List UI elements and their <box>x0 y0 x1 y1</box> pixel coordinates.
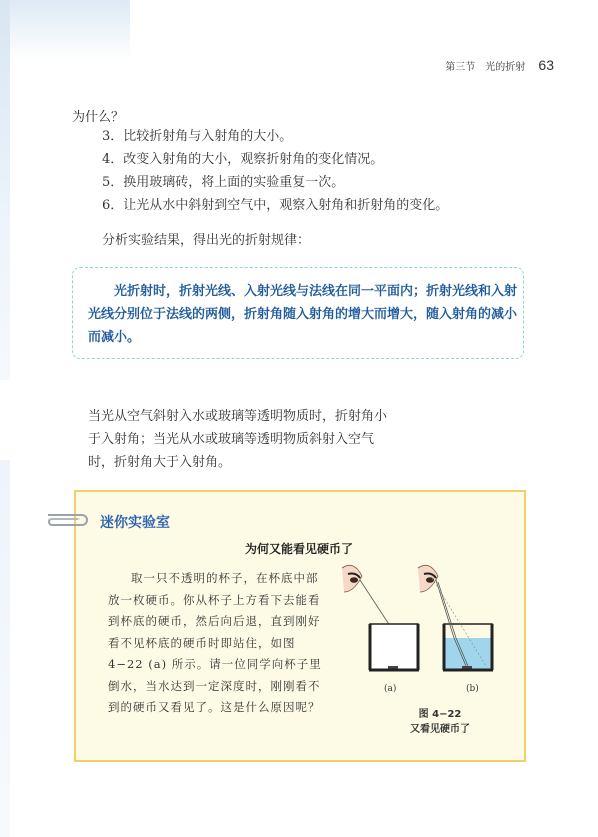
refraction-rule: 光折射时，折射光线、入射光线与法线在同一平面内；折射光线和入射光线分别位于法线的两侧，折射角随入射角的增大而增大，随入射角的减小而减小。 <box>88 284 518 345</box>
eye-icon-a <box>342 565 362 592</box>
eye-icon-b <box>418 565 438 592</box>
cup-a <box>369 624 419 670</box>
figure-label-b: (b) <box>466 684 479 694</box>
mini-lab-text: 取一只不透明的杯子，在杯底中部放一枚硬币。你从杯子上方看下去能看到杯底的硬币，然后向后退，直到刚好看不见杯底的硬币时即站住，如图 4−22 (a) 所示。请一位同学向杯子里倒水，当水达到一定深度时，刚刚看不到的硬币又看见了。这是什么原因呢？ <box>108 571 322 714</box>
page-edge-decoration-lower <box>0 460 10 837</box>
step-4: 4．改变入射角的大小，观察折射角的变化情况。 <box>102 152 384 167</box>
running-header <box>445 57 554 73</box>
page-corner-decoration <box>10 0 130 60</box>
step-5: 5．换用玻璃砖，将上面的实验重复一次。 <box>102 175 345 190</box>
figure-number: 图 4−22 <box>418 709 462 720</box>
body-paragraph: 当光从空气斜射入水或玻璃等透明物质时，折射角小于入射角；当光从水或玻璃等透明物质斜射入空气时，折射角大于入射角。 <box>88 409 388 470</box>
section-title: 第三节 光的折射 <box>445 62 526 73</box>
step-3: 3．比较折射角与入射角的大小。 <box>102 129 293 144</box>
figure-caption: 又看见硬币了 <box>410 724 470 735</box>
figure-label-a: (a) <box>384 684 397 694</box>
mini-lab-subtitle: 为何又能看见硬币了 <box>244 542 353 556</box>
page-number: 63 <box>538 57 554 73</box>
paper-clip-icon <box>42 507 90 533</box>
page-edge-decoration <box>0 0 10 380</box>
step-6: 6．让光从水中斜射到空气中，观察入射角和折射角的变化。 <box>102 198 449 213</box>
mini-lab-title: 迷你实验室 <box>100 515 170 531</box>
coin-cup-figure <box>332 562 522 702</box>
cup-b <box>443 624 493 670</box>
intro-line: 为什么？ <box>72 110 125 125</box>
analysis-line: 分析实验结果，得出光的折射规律： <box>102 233 311 248</box>
